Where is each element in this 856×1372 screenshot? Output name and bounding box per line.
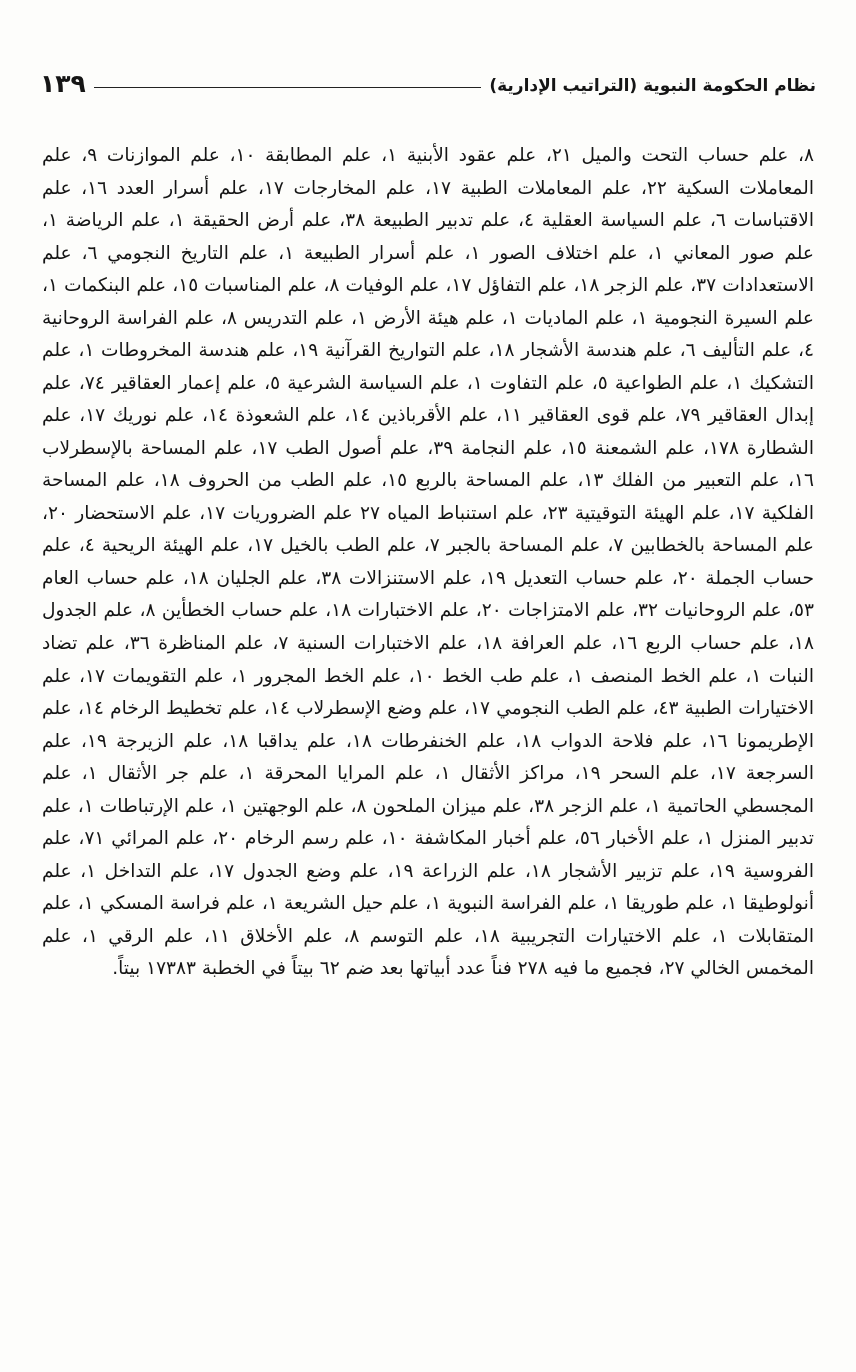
page-header xyxy=(40,62,816,96)
header-rule xyxy=(94,87,482,88)
body-paragraph: ٨، علم حساب التحت والميل ٢١، علم عقود الأبنية ١، علم المطابقة ١٠، علم الموازنات ٩، علم المعاملات السكية ٢٢، علم المعاملات الطبية ١٧، علم المخارجات ١٧، علم أسرار العدد ١٦، علم الاقتباسات ٦، علم السياسة العقلية ٤، علم تدبير الطبيعة ٣٨، علم أرض الحقيقة ١، علم الرياضة ١، علم صور المعاني ١، علم اختلاف الصور ١، علم أسرار الطبيعة ١، علم التاريخ النجومي ٦، علم الاستعدادات ٣٧، علم الزجر ١٨، علم التفاؤل ١٧، علم الوفيات ٨، علم المناسبات ١٥، علم البنكمات ١، علم السيرة النجومية ١، علم الماديات ١، علم هيئة الأرض ١، علم التدريس ٨، علم الفراسة الروحانية ٤، علم التأليف ٦، علم هندسة الأشجار ١٨، علم التواريخ القرآنية ١٩، علم هندسة المخروطات ١، علم التشكيك ١، علم الطواعية ٥، علم التفاوت ١، علم السياسة الشرعية ٥، علم إعمار العقاقير ٧٤، علم إبدال العقاقير ٧٩، علم قوى العقاقير ١١، علم الأقرباذين ١٤، علم الشعوذة ١٤، علم نوريك ١٧، علم الشطارة ١٧٨، علم الشمعنة ١٥، علم النجامة ٣٩، علم أصول الطب ١٧، علم المساحة بالإسطرلاب ١٦، علم التعبير من الفلك ١٣، علم المساحة بالربع ١٥، علم الطب من الحروف ١٨، علم المساحة الفلكية ١٧، علم الهيئة التوقيتية ٢٣، علم استنباط المياه ٢٧ علم الضروريات ١٧، علم الاستحضار ٢٠، علم المساحة بالخطابين ٧، علم المساحة بالجبر ٧، علم الطب بالخيل ١٧، علم الهيئة الريحية ٤، علم حساب الجملة ٢٠، علم حساب التعديل ١٩، علم الاستنزالات ٣٨، علم الجليان ١٨، علم حساب العام ٥٣، علم الروحانيات ٣٢، علم الامتزاجات ٢٠، علم الاختبارات ١٨، علم حساب الخطأين ٨، علم الجدول ١٨، علم حساب الربع ١٦، علم العرافة ١٨، علم الاختبارات السنية ٧، علم المناظرة ٣٦، علم تضاد النبات ١، علم الخط المنصف ١، علم طب الخط ١٠، علم الخط المجرور ١، علم التقويمات ١٧، علم الاختيارات الطبية ٤٣، علم الطب النجومي ١٧، علم وضع الإسطرلاب ١٤، علم تخطيط الرخام ١٤، علم الإطريمونا ١٦، علم فلاحة الدواب ١٨، علم الخنفرطات ١٨، علم يداقبا ١٨، علم الزيرجة ١٩، علم السرجعة ١٧، علم السحر ١٩، مراكز الأثقال ١، علم المرايا المحرقة ١، علم جر الأثقال ١، علم المجسطي الحاتمية ١، علم الزجر ٣٨، علم ميزان الملحون ٨، علم الوجهتين ١، علم الإرتباطات ١، علم تدبير المنزل ١، علم الأخبار ٥٦، علم أخبار المكاشفة ١٠، علم رسم الرخام ٢٠، علم المرائي ٧١، علم الفروسية ١٩، علم تزبير الأشجار ١٨، علم الزراعة ١٩، علم وضع الجدول ١٧، علم التداخل ١، علم أنولوطيقا ١، علم طوريقا ١، علم الفراسة النبوية ١، علم حيل الشريعة ١، علم فراسة المسكي ١، علم المتقابلات ١، علم الاختيارات التجريبية ١٨، علم التوسم ٨، علم الأخلاق ١١، علم الرقي ١، علم المخمس الخالي ٢٧، فجميع ما فيه ٢٧٨ فناً عدد أبياتها بعد ضم ٦٢ بيتاً في الخطبة ١٧٣٨٣ بيتاً. xyxy=(42,145,814,980)
running-title: نظام الحكومة النبوية (التراتيب الإدارية) xyxy=(489,75,816,96)
page-number: ١٣٩ xyxy=(40,69,86,98)
